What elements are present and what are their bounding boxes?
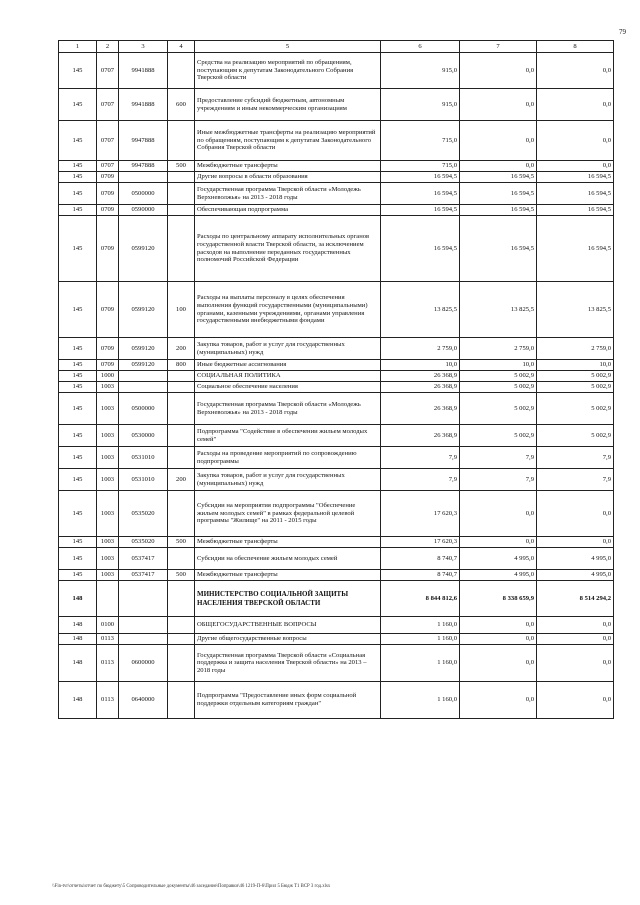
- expense-type-cell: [168, 183, 195, 205]
- row-number-cell: 145: [59, 89, 97, 121]
- row-number-cell: 145: [59, 282, 97, 338]
- row-number-cell: 145: [59, 53, 97, 89]
- target-article-cell: 9941888: [119, 53, 168, 89]
- section-code-cell: 0709: [97, 172, 119, 183]
- amount-year2-cell: 5 002,9: [460, 371, 537, 382]
- table-row: [59, 645, 614, 682]
- amount-year2-cell: 0,0: [460, 537, 537, 548]
- amount-year2-cell: 0,0: [460, 121, 537, 161]
- page-number: 79: [619, 28, 626, 36]
- section-code-cell: [97, 581, 119, 617]
- table-row: [59, 172, 614, 183]
- table-row: [59, 682, 614, 719]
- header-cell: 7: [460, 41, 537, 53]
- item-name-cell: Межбюджетные трансферты: [195, 537, 381, 548]
- amount-year2-cell: 0,0: [460, 682, 537, 719]
- item-name-cell: Подпрограмма "Предоставление иных форм социальной поддержки отдельным категориям граждан": [195, 682, 381, 719]
- expense-type-cell: [168, 548, 195, 570]
- target-article-cell: 0537417: [119, 570, 168, 581]
- amount-year2-cell: 4 995,0: [460, 548, 537, 570]
- header-cell: 5: [195, 41, 381, 53]
- amount-year1-cell: 26 368,9: [381, 425, 460, 447]
- table-row: [59, 491, 614, 537]
- target-article-cell: 0535020: [119, 491, 168, 537]
- budget-table: [58, 40, 614, 719]
- target-article-cell: [119, 634, 168, 645]
- table-row: [59, 548, 614, 570]
- item-name-cell: СОЦИАЛЬНАЯ ПОЛИТИКА: [195, 371, 381, 382]
- expense-type-cell: [168, 645, 195, 682]
- section-code-cell: 0709: [97, 205, 119, 216]
- header-row: [59, 41, 614, 53]
- row-number-cell: 145: [59, 172, 97, 183]
- expense-type-cell: [168, 216, 195, 282]
- expense-type-cell: [168, 491, 195, 537]
- expense-type-cell: [168, 371, 195, 382]
- target-article-cell: 0599120: [119, 338, 168, 360]
- item-name-cell: Государственная программа Тверской области «Молодежь Верхневолжья» на 2013 - 2018 годы: [195, 183, 381, 205]
- row-number-cell: 148: [59, 581, 97, 617]
- amount-year1-cell: 1 160,0: [381, 682, 460, 719]
- item-name-cell: Расходы по центральному аппарату исполнительных органов государственной власти Тверской области, за исключением расходов на выполнение переданных государственных полномочий Российской Федерации: [195, 216, 381, 282]
- target-article-cell: [119, 382, 168, 393]
- expense-type-cell: 100: [168, 282, 195, 338]
- table-row: [59, 205, 614, 216]
- item-name-cell: Расходы на выплаты персоналу в целях обеспечения выполнения функций государственными (муниципальными) органами, казенными учреждениями, органами управления государственными внебюджетными фондами: [195, 282, 381, 338]
- expense-type-cell: 500: [168, 570, 195, 581]
- amount-year2-cell: 0,0: [460, 161, 537, 172]
- amount-year2-cell: 16 594,5: [460, 183, 537, 205]
- amount-year3-cell: 5 002,9: [537, 425, 614, 447]
- header-cell: 2: [97, 41, 119, 53]
- amount-year3-cell: 16 594,5: [537, 183, 614, 205]
- amount-year1-cell: 1 160,0: [381, 645, 460, 682]
- section-code-cell: 0707: [97, 161, 119, 172]
- amount-year2-cell: 5 002,9: [460, 393, 537, 425]
- row-number-cell: 145: [59, 360, 97, 371]
- amount-year3-cell: 2 759,0: [537, 338, 614, 360]
- amount-year3-cell: 10,0: [537, 360, 614, 371]
- row-number-cell: 145: [59, 161, 97, 172]
- amount-year2-cell: 13 825,5: [460, 282, 537, 338]
- amount-year3-cell: 8 514 294,2: [537, 581, 614, 617]
- row-number-cell: 145: [59, 447, 97, 469]
- amount-year3-cell: 0,0: [537, 645, 614, 682]
- item-name-cell: Закупка товаров, работ и услуг для государственных (муниципальных) нужд: [195, 338, 381, 360]
- amount-year3-cell: 16 594,5: [537, 172, 614, 183]
- target-article-cell: 0500000: [119, 183, 168, 205]
- amount-year2-cell: 0,0: [460, 617, 537, 634]
- row-number-cell: 145: [59, 121, 97, 161]
- item-name-cell: Субсидии на мероприятия подпрограммы "Обеспечение жильем молодых семей" в рамках федеральной целевой программы "Жилище" на 2011 - 2015 годы: [195, 491, 381, 537]
- table-row: [59, 183, 614, 205]
- section-code-cell: 0113: [97, 634, 119, 645]
- item-name-cell: Другие общегосударственные вопросы: [195, 634, 381, 645]
- amount-year3-cell: 0,0: [537, 89, 614, 121]
- expense-type-cell: [168, 634, 195, 645]
- amount-year3-cell: 4 995,0: [537, 570, 614, 581]
- item-name-cell: Государственная программа Тверской области «Молодежь Верхневолжья» на 2013 - 2018 годы: [195, 393, 381, 425]
- amount-year1-cell: 16 594,5: [381, 216, 460, 282]
- amount-year2-cell: 0,0: [460, 89, 537, 121]
- amount-year1-cell: 7,9: [381, 447, 460, 469]
- expense-type-cell: [168, 447, 195, 469]
- section-code-cell: 0707: [97, 121, 119, 161]
- row-number-cell: 145: [59, 393, 97, 425]
- table-row: [59, 581, 614, 617]
- amount-year3-cell: 16 594,5: [537, 216, 614, 282]
- amount-year2-cell: 0,0: [460, 491, 537, 537]
- amount-year2-cell: 4 995,0: [460, 570, 537, 581]
- row-number-cell: 145: [59, 570, 97, 581]
- section-code-cell: 0707: [97, 53, 119, 89]
- expense-type-cell: [168, 172, 195, 183]
- item-name-cell: ОБЩЕГОСУДАРСТВЕННЫЕ ВОПРОСЫ: [195, 617, 381, 634]
- expense-type-cell: 600: [168, 89, 195, 121]
- target-article-cell: [119, 172, 168, 183]
- target-article-cell: [119, 371, 168, 382]
- row-number-cell: 145: [59, 469, 97, 491]
- expense-type-cell: [168, 682, 195, 719]
- amount-year2-cell: 0,0: [460, 634, 537, 645]
- header-cell: 3: [119, 41, 168, 53]
- expense-type-cell: [168, 205, 195, 216]
- section-code-cell: 1003: [97, 393, 119, 425]
- amount-year1-cell: 17 620,3: [381, 537, 460, 548]
- amount-year3-cell: 0,0: [537, 682, 614, 719]
- row-number-cell: 148: [59, 682, 97, 719]
- item-name-cell: Обеспечивающая подпрограмма: [195, 205, 381, 216]
- section-code-cell: 0709: [97, 360, 119, 371]
- section-code-cell: 0707: [97, 89, 119, 121]
- row-number-cell: 148: [59, 645, 97, 682]
- table-row: [59, 425, 614, 447]
- amount-year3-cell: 0,0: [537, 491, 614, 537]
- amount-year3-cell: 0,0: [537, 53, 614, 89]
- target-article-cell: 0640000: [119, 682, 168, 719]
- amount-year1-cell: 915,0: [381, 53, 460, 89]
- target-article-cell: 0531010: [119, 469, 168, 491]
- expense-type-cell: [168, 382, 195, 393]
- target-article-cell: 0500000: [119, 393, 168, 425]
- amount-year1-cell: 1 160,0: [381, 634, 460, 645]
- amount-year1-cell: 26 368,9: [381, 371, 460, 382]
- table-row: [59, 360, 614, 371]
- item-name-cell: Расходы на проведение мероприятий по сопровождению подпрограммы: [195, 447, 381, 469]
- expense-type-cell: [168, 425, 195, 447]
- target-article-cell: 0531010: [119, 447, 168, 469]
- section-code-cell: 1003: [97, 548, 119, 570]
- target-article-cell: [119, 581, 168, 617]
- row-number-cell: 148: [59, 617, 97, 634]
- section-code-cell: 1000: [97, 371, 119, 382]
- target-article-cell: 0600000: [119, 645, 168, 682]
- amount-year1-cell: 16 594,5: [381, 172, 460, 183]
- amount-year3-cell: 5 002,9: [537, 371, 614, 382]
- expense-type-cell: 200: [168, 469, 195, 491]
- table-row: [59, 161, 614, 172]
- item-name-cell: Иные бюджетные ассигнования: [195, 360, 381, 371]
- amount-year1-cell: 7,9: [381, 469, 460, 491]
- target-article-cell: 0599120: [119, 360, 168, 371]
- row-number-cell: 145: [59, 338, 97, 360]
- amount-year1-cell: 915,0: [381, 89, 460, 121]
- item-name-cell: Межбюджетные трансферты: [195, 570, 381, 581]
- item-name-cell: МИНИСТЕРСТВО СОЦИАЛЬНОЙ ЗАЩИТЫ НАСЕЛЕНИЯ ТВЕРСКОЙ ОБЛАСТИ: [195, 581, 381, 617]
- table-row: [59, 282, 614, 338]
- table-row: [59, 617, 614, 634]
- target-article-cell: 0590000: [119, 205, 168, 216]
- amount-year1-cell: 8 740,7: [381, 570, 460, 581]
- item-name-cell: Межбюджетные трансферты: [195, 161, 381, 172]
- amount-year3-cell: 13 825,5: [537, 282, 614, 338]
- target-article-cell: 0530000: [119, 425, 168, 447]
- amount-year3-cell: 7,9: [537, 469, 614, 491]
- table-row: [59, 447, 614, 469]
- header-cell: 8: [537, 41, 614, 53]
- section-code-cell: 0709: [97, 216, 119, 282]
- amount-year1-cell: 17 620,3: [381, 491, 460, 537]
- expense-type-cell: 800: [168, 360, 195, 371]
- section-code-cell: 1003: [97, 537, 119, 548]
- amount-year1-cell: 16 594,5: [381, 205, 460, 216]
- table-row: [59, 570, 614, 581]
- amount-year2-cell: 0,0: [460, 645, 537, 682]
- section-code-cell: 0113: [97, 682, 119, 719]
- expense-type-cell: [168, 53, 195, 89]
- amount-year3-cell: 5 002,9: [537, 382, 614, 393]
- target-article-cell: 0599120: [119, 216, 168, 282]
- amount-year1-cell: 10,0: [381, 360, 460, 371]
- amount-year1-cell: 13 825,5: [381, 282, 460, 338]
- amount-year2-cell: 16 594,5: [460, 205, 537, 216]
- amount-year3-cell: 0,0: [537, 537, 614, 548]
- expense-type-cell: 500: [168, 161, 195, 172]
- amount-year1-cell: 26 368,9: [381, 382, 460, 393]
- section-code-cell: 1003: [97, 425, 119, 447]
- row-number-cell: 145: [59, 205, 97, 216]
- section-code-cell: 1003: [97, 570, 119, 581]
- header-cell: 6: [381, 41, 460, 53]
- amount-year3-cell: 0,0: [537, 617, 614, 634]
- amount-year2-cell: 2 759,0: [460, 338, 537, 360]
- table-row: [59, 382, 614, 393]
- target-article-cell: 0535020: [119, 537, 168, 548]
- amount-year2-cell: 16 594,5: [460, 172, 537, 183]
- amount-year3-cell: 0,0: [537, 121, 614, 161]
- file-path-footer: \\Fin-tvr\отчеты\отчет по бюджету\5 Сопроводительные документы\46 заседание\Поправки\46 1219-П-6\Прил 5 Бюдж Т1 ВСР 3 год.xlsx: [52, 884, 331, 889]
- amount-year2-cell: 8 338 659,9: [460, 581, 537, 617]
- section-code-cell: 0709: [97, 282, 119, 338]
- target-article-cell: [119, 617, 168, 634]
- row-number-cell: 145: [59, 382, 97, 393]
- item-name-cell: Средства на реализацию мероприятий по обращениям, поступающим к депутатам Законодательного Собрания Тверской области: [195, 53, 381, 89]
- expense-type-cell: 200: [168, 338, 195, 360]
- section-code-cell: 0709: [97, 183, 119, 205]
- amount-year1-cell: 1 160,0: [381, 617, 460, 634]
- table-row: [59, 469, 614, 491]
- amount-year1-cell: 16 594,5: [381, 183, 460, 205]
- section-code-cell: 0113: [97, 645, 119, 682]
- amount-year1-cell: 8 740,7: [381, 548, 460, 570]
- row-number-cell: 145: [59, 183, 97, 205]
- row-number-cell: 145: [59, 425, 97, 447]
- table-row: [59, 338, 614, 360]
- amount-year1-cell: 715,0: [381, 161, 460, 172]
- expense-type-cell: 500: [168, 537, 195, 548]
- header-cell: 1: [59, 41, 97, 53]
- section-code-cell: 1003: [97, 491, 119, 537]
- amount-year2-cell: 16 594,5: [460, 216, 537, 282]
- amount-year3-cell: 0,0: [537, 634, 614, 645]
- amount-year1-cell: 26 368,9: [381, 393, 460, 425]
- table-row: [59, 393, 614, 425]
- target-article-cell: 9947888: [119, 121, 168, 161]
- table-row: [59, 89, 614, 121]
- item-name-cell: Подпрограмма "Содействие в обеспечении жильем молодых семей": [195, 425, 381, 447]
- section-code-cell: 0100: [97, 617, 119, 634]
- section-code-cell: 1003: [97, 447, 119, 469]
- amount-year2-cell: 7,9: [460, 447, 537, 469]
- amount-year3-cell: 16 594,5: [537, 205, 614, 216]
- amount-year2-cell: 0,0: [460, 53, 537, 89]
- item-name-cell: Иные межбюджетные трансферты на реализацию мероприятий по обращениям, поступающим к депутатам Законодательного Собрания Тверской области: [195, 121, 381, 161]
- table-row: [59, 537, 614, 548]
- amount-year2-cell: 7,9: [460, 469, 537, 491]
- row-number-cell: 145: [59, 216, 97, 282]
- item-name-cell: Социальное обеспечение населения: [195, 382, 381, 393]
- table-row: [59, 634, 614, 645]
- table-row: [59, 53, 614, 89]
- amount-year1-cell: 715,0: [381, 121, 460, 161]
- amount-year3-cell: 4 995,0: [537, 548, 614, 570]
- target-article-cell: 0599120: [119, 282, 168, 338]
- amount-year2-cell: 5 002,9: [460, 425, 537, 447]
- section-code-cell: 1003: [97, 382, 119, 393]
- amount-year2-cell: 10,0: [460, 360, 537, 371]
- row-number-cell: 145: [59, 548, 97, 570]
- row-number-cell: 148: [59, 634, 97, 645]
- row-number-cell: 145: [59, 491, 97, 537]
- target-article-cell: 0537417: [119, 548, 168, 570]
- item-name-cell: Субсидии на обеспечение жильем молодых семей: [195, 548, 381, 570]
- row-number-cell: 145: [59, 371, 97, 382]
- amount-year3-cell: 7,9: [537, 447, 614, 469]
- expense-type-cell: [168, 581, 195, 617]
- amount-year1-cell: 2 759,0: [381, 338, 460, 360]
- table-row: [59, 216, 614, 282]
- expense-type-cell: [168, 617, 195, 634]
- amount-year3-cell: 0,0: [537, 161, 614, 172]
- table-row: [59, 371, 614, 382]
- target-article-cell: 9941888: [119, 89, 168, 121]
- item-name-cell: Государственная программа Тверской области «Социальная поддержка и защита населения Тверской области» на 2013 – 2018 годы: [195, 645, 381, 682]
- item-name-cell: Другие вопросы в области образования: [195, 172, 381, 183]
- amount-year1-cell: 8 844 812,6: [381, 581, 460, 617]
- section-code-cell: 1003: [97, 469, 119, 491]
- header-cell: 4: [168, 41, 195, 53]
- amount-year2-cell: 5 002,9: [460, 382, 537, 393]
- row-number-cell: 145: [59, 537, 97, 548]
- expense-type-cell: [168, 393, 195, 425]
- amount-year3-cell: 5 002,9: [537, 393, 614, 425]
- item-name-cell: Закупка товаров, работ и услуг для государственных (муниципальных) нужд: [195, 469, 381, 491]
- target-article-cell: 9947888: [119, 161, 168, 172]
- item-name-cell: Предоставление субсидий бюджетным, автономным учреждениям и иным некоммерческим организациям: [195, 89, 381, 121]
- table-row: [59, 121, 614, 161]
- expense-type-cell: [168, 121, 195, 161]
- section-code-cell: 0709: [97, 338, 119, 360]
